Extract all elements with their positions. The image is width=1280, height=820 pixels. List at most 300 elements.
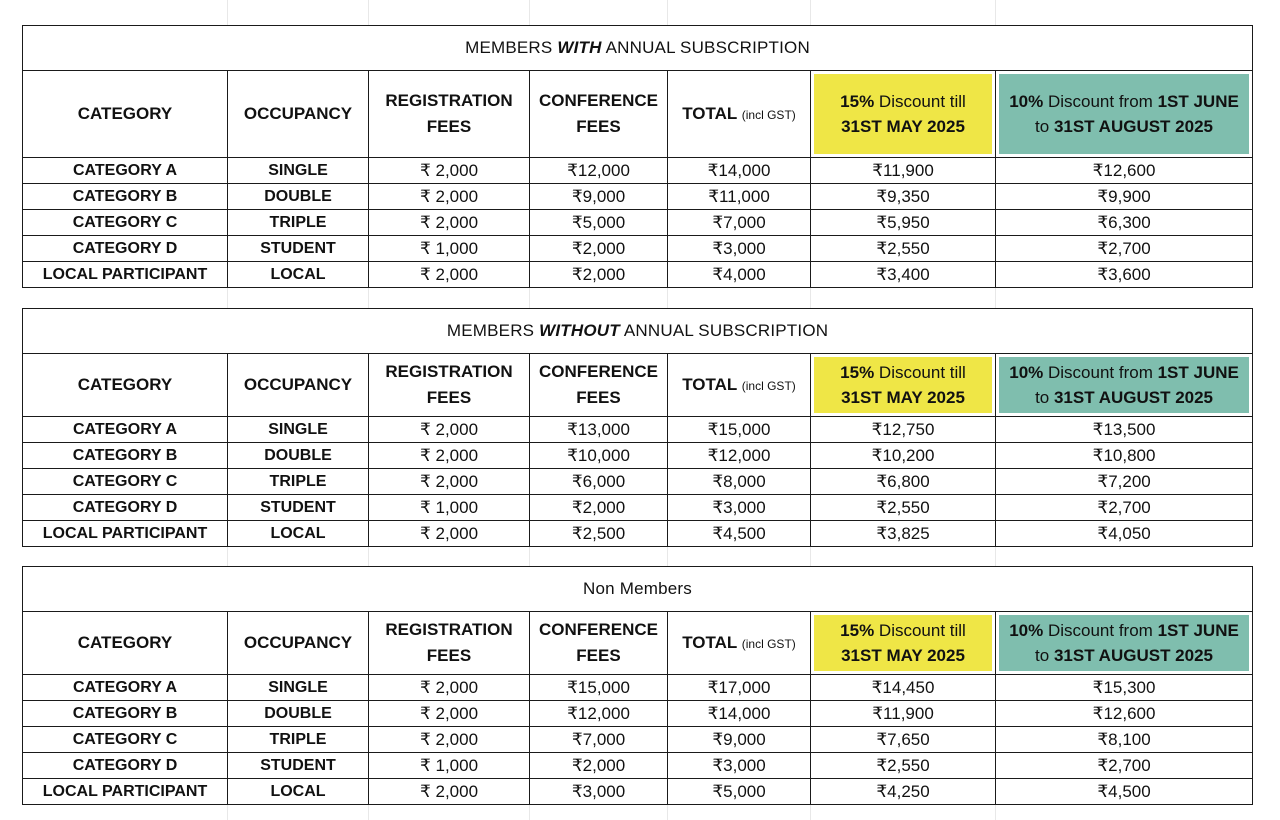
registration-amount: 2,000 bbox=[435, 781, 479, 801]
currency-symbol: ₹ bbox=[707, 677, 719, 697]
cell-registration-fee bbox=[369, 675, 530, 701]
currency-symbol: ₹ bbox=[419, 471, 431, 491]
conference-amount: 15,000 bbox=[577, 677, 630, 697]
header-total-label: TOTAL bbox=[682, 633, 738, 652]
currency-symbol: ₹ bbox=[419, 729, 431, 749]
table-row bbox=[23, 701, 1253, 727]
cell-occupancy: SINGLE bbox=[228, 675, 369, 701]
discount-10-line1 bbox=[1009, 618, 1239, 643]
fee-table-3 bbox=[22, 566, 1253, 805]
header-conference-fees bbox=[530, 354, 668, 417]
discount-15-line1 bbox=[840, 89, 966, 114]
currency-symbol: ₹ bbox=[419, 419, 431, 439]
discount-15-amount: 2,550 bbox=[887, 497, 930, 517]
discount-15-amount: 3,400 bbox=[887, 264, 930, 284]
cell-occupancy: LOCAL bbox=[228, 262, 369, 288]
cell-registration-fee bbox=[369, 495, 530, 521]
total-amount: 11,000 bbox=[719, 186, 770, 206]
currency-symbol: ₹ bbox=[1097, 471, 1109, 491]
discount-15-amount: 5,950 bbox=[887, 212, 930, 232]
table-row bbox=[23, 469, 1253, 495]
header-discount-15 bbox=[811, 612, 996, 675]
discount-10-to-date: 31ST AUGUST 2025 bbox=[1053, 646, 1213, 665]
registration-amount: 1,000 bbox=[435, 755, 479, 775]
currency-symbol: ₹ bbox=[712, 238, 724, 258]
discount-15-text: Discount till bbox=[874, 621, 966, 640]
conference-amount: 2,500 bbox=[582, 523, 626, 543]
total-amount: 17,000 bbox=[718, 677, 771, 697]
currency-symbol: ₹ bbox=[712, 729, 724, 749]
header-total bbox=[668, 612, 811, 675]
header-total-note: (incl GST) bbox=[741, 108, 796, 122]
header-category: CATEGORY bbox=[23, 612, 228, 675]
discount-15-badge bbox=[814, 74, 992, 154]
cell-total bbox=[668, 262, 811, 288]
header-total-label: TOTAL bbox=[682, 375, 738, 394]
discount-10-to-word: to bbox=[1035, 117, 1054, 136]
header-registration-line2: FEES bbox=[426, 646, 472, 665]
header-registration-fees bbox=[369, 354, 530, 417]
discount-10-from: 1ST JUNE bbox=[1157, 92, 1239, 111]
discount-10-line1 bbox=[1009, 89, 1239, 114]
cell-discount-10-price bbox=[996, 779, 1253, 805]
cell-total bbox=[668, 779, 811, 805]
discount-10-amount: 12,600 bbox=[1103, 160, 1156, 180]
cell-registration-fee bbox=[369, 262, 530, 288]
cell-conference-fee bbox=[530, 701, 668, 727]
cell-conference-fee bbox=[530, 753, 668, 779]
cell-total bbox=[668, 184, 811, 210]
currency-symbol: ₹ bbox=[567, 677, 578, 697]
cell-occupancy: LOCAL bbox=[228, 521, 369, 547]
cell-category: CATEGORY A bbox=[23, 675, 228, 701]
currency-symbol: ₹ bbox=[567, 419, 578, 439]
discount-10-to-date: 31ST AUGUST 2025 bbox=[1053, 388, 1214, 407]
discount-15-line1 bbox=[840, 618, 966, 643]
conference-amount: 10,000 bbox=[577, 445, 630, 465]
total-amount: 4,000 bbox=[723, 264, 766, 284]
header-conference-line2: FEES bbox=[576, 117, 621, 136]
cell-category: CATEGORY B bbox=[23, 443, 228, 469]
registration-amount: 2,000 bbox=[435, 419, 479, 439]
currency-symbol: ₹ bbox=[871, 445, 883, 465]
cell-occupancy: LOCAL bbox=[228, 779, 369, 805]
discount-10-text: Discount from bbox=[1043, 92, 1158, 111]
cell-discount-15-price bbox=[811, 184, 996, 210]
cell-conference-fee bbox=[530, 262, 668, 288]
cell-occupancy: SINGLE bbox=[228, 417, 369, 443]
fee-table-1 bbox=[22, 25, 1253, 288]
cell-discount-10-price bbox=[996, 469, 1253, 495]
cell-total bbox=[668, 727, 811, 753]
total-amount: 14,000 bbox=[718, 160, 771, 180]
total-amount: 14,000 bbox=[718, 703, 771, 723]
cell-category: CATEGORY D bbox=[23, 753, 228, 779]
cell-category: LOCAL PARTICIPANT bbox=[23, 521, 228, 547]
cell-discount-10-price bbox=[996, 753, 1253, 779]
discount-10-text: Discount from bbox=[1043, 621, 1158, 640]
discount-15-amount: 9,350 bbox=[887, 186, 930, 206]
cell-discount-10-price bbox=[996, 443, 1253, 469]
discount-10-amount: 3,600 bbox=[1108, 264, 1151, 284]
total-amount: 3,000 bbox=[723, 755, 766, 775]
cell-occupancy: STUDENT bbox=[228, 753, 369, 779]
cell-registration-fee bbox=[369, 521, 530, 547]
header-registration-fees bbox=[369, 71, 530, 158]
currency-symbol: ₹ bbox=[1092, 677, 1104, 697]
currency-symbol: ₹ bbox=[712, 212, 724, 232]
discount-15-pct: 15% bbox=[840, 363, 875, 382]
currency-symbol: ₹ bbox=[571, 523, 583, 543]
conference-amount: 12,000 bbox=[577, 703, 630, 723]
registration-amount: 2,000 bbox=[435, 212, 479, 232]
cell-conference-fee bbox=[530, 469, 668, 495]
table-title bbox=[23, 567, 1253, 612]
cell-discount-15-price bbox=[811, 521, 996, 547]
cell-discount-10-price bbox=[996, 236, 1253, 262]
currency-symbol: ₹ bbox=[876, 471, 888, 491]
currency-symbol: ₹ bbox=[1097, 755, 1109, 775]
cell-total bbox=[668, 417, 811, 443]
discount-10-line1 bbox=[1009, 360, 1239, 385]
table-row bbox=[23, 236, 1253, 262]
discount-10-amount: 4,050 bbox=[1108, 523, 1151, 543]
cell-discount-15-price bbox=[811, 753, 996, 779]
discount-10-amount: 2,700 bbox=[1108, 238, 1151, 258]
currency-symbol: ₹ bbox=[571, 264, 583, 284]
table-row bbox=[23, 210, 1253, 236]
table-row bbox=[23, 443, 1253, 469]
discount-15-amount: 4,250 bbox=[887, 781, 930, 801]
discount-10-amount: 9,900 bbox=[1108, 186, 1151, 206]
currency-symbol: ₹ bbox=[419, 781, 431, 801]
currency-symbol: ₹ bbox=[1097, 781, 1109, 801]
header-registration-line1: REGISTRATION bbox=[385, 620, 513, 639]
discount-10-badge bbox=[999, 615, 1249, 671]
header-conference-line2: FEES bbox=[576, 388, 621, 407]
cell-discount-15-price bbox=[811, 262, 996, 288]
currency-symbol: ₹ bbox=[419, 264, 431, 284]
conference-amount: 9,000 bbox=[582, 186, 626, 206]
currency-symbol: ₹ bbox=[712, 471, 724, 491]
discount-10-to-word: to bbox=[1035, 388, 1054, 407]
cell-conference-fee bbox=[530, 158, 668, 184]
cell-total bbox=[668, 210, 811, 236]
cell-occupancy: SINGLE bbox=[228, 158, 369, 184]
cell-registration-fee bbox=[369, 184, 530, 210]
discount-10-amount: 2,700 bbox=[1108, 755, 1151, 775]
currency-symbol: ₹ bbox=[419, 755, 431, 775]
cell-discount-15-price bbox=[811, 495, 996, 521]
cell-category: LOCAL PARTICIPANT bbox=[23, 262, 228, 288]
header-total-note: (incl GST) bbox=[741, 379, 796, 393]
header-conference-fees bbox=[530, 612, 668, 675]
header-registration-line1: REGISTRATION bbox=[385, 91, 513, 110]
currency-symbol: ₹ bbox=[707, 445, 719, 465]
discount-10-amount: 10,800 bbox=[1103, 445, 1156, 465]
registration-amount: 1,000 bbox=[435, 238, 479, 258]
registration-amount: 2,000 bbox=[435, 264, 479, 284]
currency-symbol: ₹ bbox=[712, 523, 724, 543]
cell-discount-15-price bbox=[811, 779, 996, 805]
table-row bbox=[23, 675, 1253, 701]
discount-10-line2 bbox=[1035, 643, 1213, 668]
discount-15-amount: 6,800 bbox=[887, 471, 930, 491]
cell-discount-15-price bbox=[811, 469, 996, 495]
currency-symbol: ₹ bbox=[1092, 445, 1104, 465]
cell-registration-fee bbox=[369, 727, 530, 753]
currency-symbol: ₹ bbox=[712, 264, 724, 284]
cell-discount-15-price bbox=[811, 158, 996, 184]
title-post: ANNUAL SUBSCRIPTION bbox=[601, 38, 810, 57]
conference-amount: 2,000 bbox=[582, 497, 626, 517]
cell-registration-fee bbox=[369, 779, 530, 805]
cell-registration-fee bbox=[369, 236, 530, 262]
registration-amount: 2,000 bbox=[435, 471, 479, 491]
cell-discount-10-price bbox=[996, 701, 1253, 727]
cell-occupancy: STUDENT bbox=[228, 495, 369, 521]
cell-discount-10-price bbox=[996, 495, 1253, 521]
currency-symbol: ₹ bbox=[1097, 238, 1109, 258]
header-total bbox=[668, 71, 811, 158]
cell-total bbox=[668, 495, 811, 521]
discount-15-amount: 12,750 bbox=[882, 419, 935, 439]
conference-amount: 2,000 bbox=[582, 238, 626, 258]
cell-registration-fee bbox=[369, 753, 530, 779]
table-row bbox=[23, 184, 1253, 210]
discount-15-line1 bbox=[840, 360, 966, 385]
cell-discount-15-price bbox=[811, 210, 996, 236]
currency-symbol: ₹ bbox=[1097, 264, 1109, 284]
total-amount: 12,000 bbox=[718, 445, 771, 465]
cell-category: LOCAL PARTICIPANT bbox=[23, 779, 228, 805]
cell-discount-15-price bbox=[811, 236, 996, 262]
title-pre: MEMBERS bbox=[465, 38, 558, 57]
cell-conference-fee bbox=[530, 236, 668, 262]
cell-registration-fee bbox=[369, 469, 530, 495]
discount-15-text: Discount till bbox=[874, 363, 966, 382]
discount-15-amount: 7,650 bbox=[887, 729, 930, 749]
cell-total bbox=[668, 701, 811, 727]
discount-10-from: 1ST JUNE bbox=[1157, 363, 1239, 382]
header-registration-fees bbox=[369, 612, 530, 675]
discount-10-from: 1ST JUNE bbox=[1157, 621, 1239, 640]
total-amount: 8,000 bbox=[723, 471, 766, 491]
discount-15-date: 31ST MAY 2025 bbox=[841, 646, 965, 665]
discount-10-badge bbox=[999, 74, 1249, 154]
fee-table-2 bbox=[22, 308, 1253, 547]
currency-symbol: ₹ bbox=[1097, 186, 1109, 206]
header-registration-line1: REGISTRATION bbox=[385, 362, 513, 381]
registration-amount: 2,000 bbox=[435, 677, 479, 697]
header-discount-15 bbox=[811, 71, 996, 158]
cell-category: CATEGORY A bbox=[23, 158, 228, 184]
header-registration-line2: FEES bbox=[426, 117, 472, 136]
header-registration-line2: FEES bbox=[426, 388, 472, 407]
discount-15-pct: 15% bbox=[840, 621, 875, 640]
title-pre: MEMBERS bbox=[446, 321, 540, 340]
table-row bbox=[23, 495, 1253, 521]
discount-10-text: Discount from bbox=[1043, 363, 1158, 382]
discount-10-pct: 10% bbox=[1009, 92, 1044, 111]
currency-symbol: ₹ bbox=[707, 419, 719, 439]
discount-15-amount: 11,900 bbox=[883, 160, 934, 180]
currency-symbol: ₹ bbox=[712, 755, 724, 775]
cell-total bbox=[668, 158, 811, 184]
registration-amount: 1,000 bbox=[435, 497, 479, 517]
discount-15-pct: 15% bbox=[840, 92, 875, 111]
discount-10-amount: 8,100 bbox=[1108, 729, 1151, 749]
currency-symbol: ₹ bbox=[419, 677, 431, 697]
discount-15-amount: 2,550 bbox=[887, 755, 930, 775]
currency-symbol: ₹ bbox=[567, 703, 578, 723]
currency-symbol: ₹ bbox=[1097, 497, 1109, 517]
cell-total bbox=[668, 236, 811, 262]
cell-discount-15-price bbox=[811, 727, 996, 753]
currency-symbol: ₹ bbox=[1097, 729, 1109, 749]
cell-registration-fee bbox=[369, 417, 530, 443]
cell-conference-fee bbox=[530, 210, 668, 236]
cell-category: CATEGORY C bbox=[23, 727, 228, 753]
currency-symbol: ₹ bbox=[872, 703, 884, 723]
title-pre: Non Members bbox=[583, 579, 692, 598]
total-amount: 4,500 bbox=[723, 523, 766, 543]
currency-symbol: ₹ bbox=[712, 781, 724, 801]
cell-occupancy: TRIPLE bbox=[228, 210, 369, 236]
currency-symbol: ₹ bbox=[876, 523, 888, 543]
cell-category: CATEGORY A bbox=[23, 417, 228, 443]
currency-symbol: ₹ bbox=[876, 755, 888, 775]
discount-10-to-word: to bbox=[1035, 646, 1054, 665]
total-amount: 9,000 bbox=[723, 729, 766, 749]
header-discount-10 bbox=[996, 71, 1253, 158]
discount-15-amount: 10,200 bbox=[882, 445, 935, 465]
conference-amount: 13,000 bbox=[577, 419, 630, 439]
cell-discount-10-price bbox=[996, 521, 1253, 547]
cell-occupancy: TRIPLE bbox=[228, 727, 369, 753]
header-total bbox=[668, 354, 811, 417]
header-discount-10 bbox=[996, 612, 1253, 675]
header-category: CATEGORY bbox=[23, 71, 228, 158]
cell-conference-fee bbox=[530, 675, 668, 701]
cell-category: CATEGORY D bbox=[23, 495, 228, 521]
cell-discount-10-price bbox=[996, 210, 1253, 236]
table-row bbox=[23, 727, 1253, 753]
cell-occupancy: TRIPLE bbox=[228, 469, 369, 495]
currency-symbol: ₹ bbox=[419, 186, 431, 206]
cell-category: CATEGORY B bbox=[23, 184, 228, 210]
cell-discount-10-price bbox=[996, 727, 1253, 753]
currency-symbol: ₹ bbox=[1092, 419, 1104, 439]
currency-symbol: ₹ bbox=[876, 264, 888, 284]
cell-occupancy: DOUBLE bbox=[228, 443, 369, 469]
header-discount-15 bbox=[811, 354, 996, 417]
discount-15-date: 31ST MAY 2025 bbox=[841, 388, 965, 407]
currency-symbol: ₹ bbox=[567, 445, 578, 465]
cell-occupancy: DOUBLE bbox=[228, 701, 369, 727]
total-amount: 7,000 bbox=[723, 212, 766, 232]
cell-registration-fee bbox=[369, 443, 530, 469]
cell-conference-fee bbox=[530, 443, 668, 469]
cell-total bbox=[668, 521, 811, 547]
discount-10-line2 bbox=[1035, 385, 1213, 410]
registration-amount: 2,000 bbox=[435, 523, 479, 543]
currency-symbol: ₹ bbox=[419, 523, 431, 543]
currency-symbol: ₹ bbox=[571, 471, 583, 491]
cell-registration-fee bbox=[369, 158, 530, 184]
currency-symbol: ₹ bbox=[419, 160, 431, 180]
header-conference-line1: CONFERENCE bbox=[538, 362, 658, 381]
cell-discount-10-price bbox=[996, 417, 1253, 443]
discount-10-line2 bbox=[1035, 114, 1213, 139]
table-title bbox=[23, 309, 1253, 354]
cell-total bbox=[668, 469, 811, 495]
cell-conference-fee bbox=[530, 521, 668, 547]
table-row bbox=[23, 417, 1253, 443]
cell-conference-fee bbox=[530, 417, 668, 443]
header-occupancy: OCCUPANCY bbox=[228, 71, 369, 158]
currency-symbol: ₹ bbox=[1092, 703, 1104, 723]
cell-conference-fee bbox=[530, 495, 668, 521]
cell-total bbox=[668, 443, 811, 469]
currency-symbol: ₹ bbox=[419, 212, 431, 232]
currency-symbol: ₹ bbox=[871, 419, 883, 439]
cell-discount-15-price bbox=[811, 417, 996, 443]
total-amount: 5,000 bbox=[723, 781, 766, 801]
discount-10-amount: 4,500 bbox=[1108, 781, 1151, 801]
header-conference-line1: CONFERENCE bbox=[538, 620, 658, 639]
discount-10-pct: 10% bbox=[1009, 363, 1044, 382]
currency-symbol: ₹ bbox=[1097, 212, 1109, 232]
currency-symbol: ₹ bbox=[571, 497, 583, 517]
currency-symbol: ₹ bbox=[571, 755, 583, 775]
cell-category: CATEGORY D bbox=[23, 236, 228, 262]
discount-15-date: 31ST MAY 2025 bbox=[841, 117, 965, 136]
currency-symbol: ₹ bbox=[571, 729, 583, 749]
registration-amount: 2,000 bbox=[435, 703, 479, 723]
cell-conference-fee bbox=[530, 727, 668, 753]
cell-conference-fee bbox=[530, 184, 668, 210]
total-amount: 15,000 bbox=[718, 419, 771, 439]
cell-occupancy: DOUBLE bbox=[228, 184, 369, 210]
cell-discount-15-price bbox=[811, 675, 996, 701]
currency-symbol: ₹ bbox=[876, 781, 888, 801]
currency-symbol: ₹ bbox=[712, 497, 724, 517]
header-total-note: (incl GST) bbox=[741, 637, 796, 651]
conference-amount: 6,000 bbox=[582, 471, 626, 491]
currency-symbol: ₹ bbox=[571, 212, 583, 232]
title-post: ANNUAL SUBSCRIPTION bbox=[619, 321, 829, 340]
cell-discount-10-price bbox=[996, 262, 1253, 288]
header-occupancy: OCCUPANCY bbox=[228, 354, 369, 417]
discount-10-amount: 12,600 bbox=[1103, 703, 1156, 723]
conference-amount: 2,000 bbox=[582, 264, 626, 284]
header-category: CATEGORY bbox=[23, 354, 228, 417]
cell-total bbox=[668, 753, 811, 779]
cell-registration-fee bbox=[369, 210, 530, 236]
discount-10-amount: 7,200 bbox=[1108, 471, 1151, 491]
currency-symbol: ₹ bbox=[419, 703, 431, 723]
currency-symbol: ₹ bbox=[872, 160, 884, 180]
table-row bbox=[23, 521, 1253, 547]
cell-discount-10-price bbox=[996, 184, 1253, 210]
cell-discount-15-price bbox=[811, 701, 996, 727]
discount-15-amount: 14,450 bbox=[882, 677, 935, 697]
currency-symbol: ₹ bbox=[876, 212, 888, 232]
conference-amount: 12,000 bbox=[577, 160, 630, 180]
discount-10-to-date: 31ST AUGUST 2025 bbox=[1053, 117, 1213, 136]
header-conference-line1: CONFERENCE bbox=[538, 91, 658, 110]
